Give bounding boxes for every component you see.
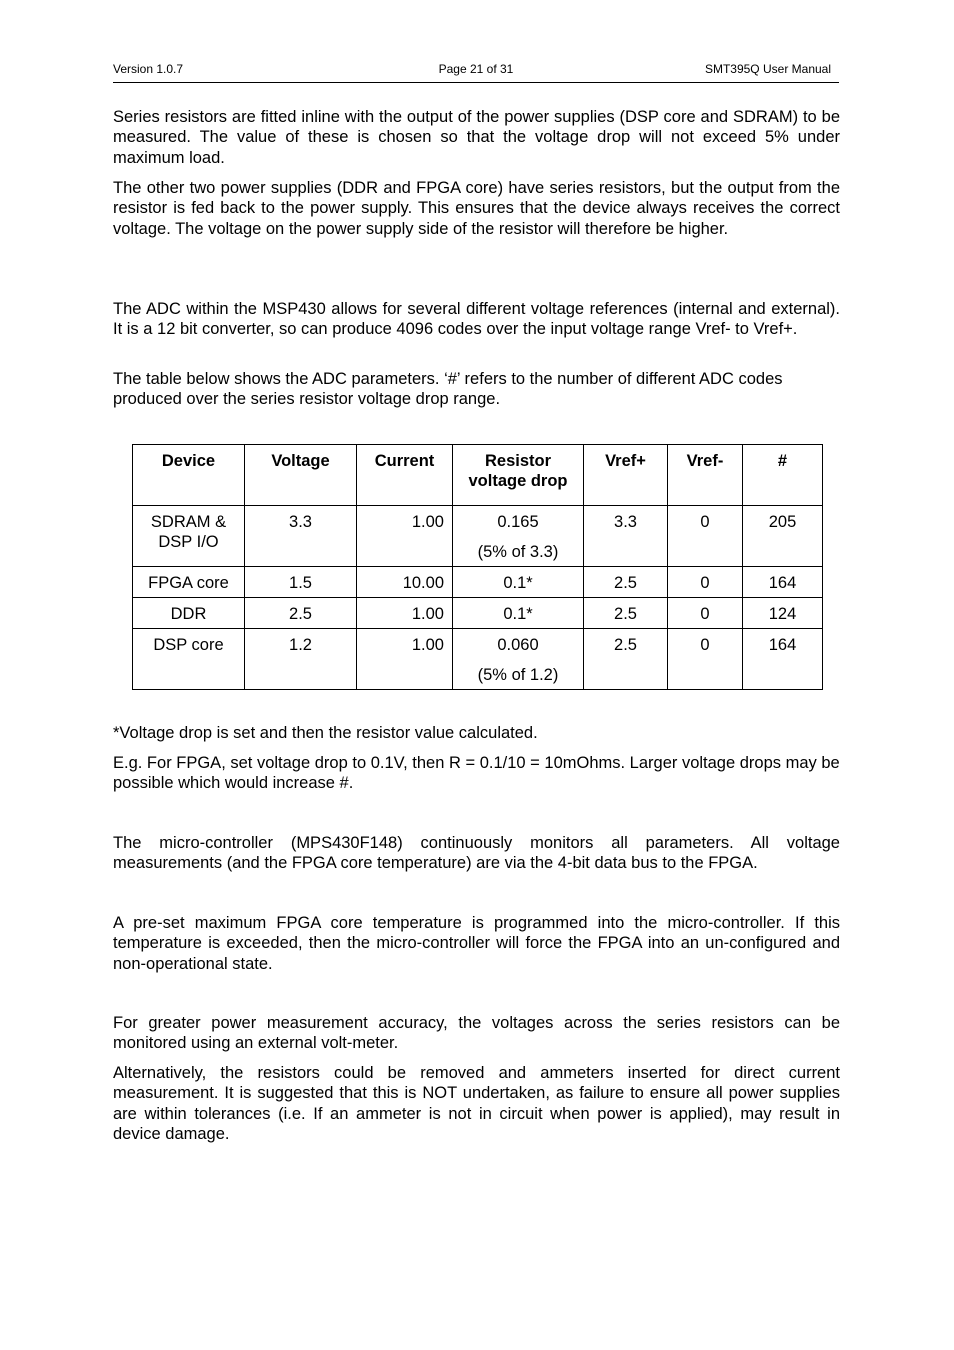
cell-vref-plus: 2.5 <box>584 567 668 598</box>
header-current: Current <box>357 445 453 506</box>
table-row <box>133 629 823 690</box>
paragraph-accuracy: For greater power measurement accuracy, the voltages across the series resistors can be monitored using an external volt-meter. <box>113 1014 840 1053</box>
cell-codes: 164 <box>743 567 823 598</box>
cell-vref-plus: 2.5 <box>584 598 668 629</box>
cell-vref-minus: 0 <box>668 629 743 690</box>
header-codes: # <box>743 445 823 506</box>
cell-vref-plus: 2.5 <box>584 629 668 690</box>
drop-value: 0.060 <box>497 636 539 654</box>
cell-drop <box>453 629 584 690</box>
paragraph-adc: The ADC within the MSP430 allows for several different voltage references (internal and external). It is a 12 bit converter, so can produce 4096 codes over the input voltage range Vref- to Vref+. <box>113 300 840 339</box>
header-device: Device <box>133 445 245 506</box>
table-row <box>133 598 823 629</box>
cell-codes: 205 <box>743 506 823 567</box>
cell-voltage: 2.5 <box>245 598 357 629</box>
table-row <box>133 506 823 567</box>
cell-drop <box>453 506 584 567</box>
cell-current: 1.00 <box>357 506 453 567</box>
page-number: Page 21 of 31 <box>438 62 514 76</box>
cell-vref-minus: 0 <box>668 567 743 598</box>
cell-drop: 0.1* <box>453 567 584 598</box>
paragraph-example: E.g. For FPGA, set voltage drop to 0.1V, then R = 0.1/10 = 10mOhms. Larger voltage drops may be possible which would increase #. <box>113 754 840 793</box>
paragraph-temperature: A pre-set maximum FPGA core temperature is programmed into the micro-controller. If this temperature is exceeded, then the micro-controller will force the FPGA into an un-configured and non-operational state. <box>113 914 840 973</box>
table-header-row <box>133 445 823 506</box>
drop-note: (5% of 3.3) <box>477 543 559 561</box>
header-vref-minus: Vref- <box>668 445 743 506</box>
cell-device: DSP core <box>133 629 245 690</box>
cell-current: 10.00 <box>357 567 453 598</box>
adc-parameters-table <box>132 444 823 690</box>
cell-voltage: 1.2 <box>245 629 357 690</box>
cell-drop: 0.1* <box>453 598 584 629</box>
page-header <box>113 62 839 83</box>
paragraph-series-resistors: Series resistors are fitted inline with the output of the power supplies (DSP core and SDRAM) to be measured. The value of these is chosen so that the voltage drop will not exceed 5% under maximum load. <box>113 108 840 167</box>
header-vref-plus: Vref+ <box>584 445 668 506</box>
drop-value: 0.165 <box>497 513 539 531</box>
cell-codes: 124 <box>743 598 823 629</box>
cell-current: 1.00 <box>357 629 453 690</box>
cell-device: DDR <box>133 598 245 629</box>
header-voltage: Voltage <box>245 445 357 506</box>
paragraph-footnote: *Voltage drop is set and then the resistor value calculated. <box>113 724 538 742</box>
cell-vref-minus: 0 <box>668 598 743 629</box>
cell-voltage: 1.5 <box>245 567 357 598</box>
cell-current: 1.00 <box>357 598 453 629</box>
paragraph-warning: Alternatively, the resistors could be removed and ammeters inserted for direct current measurement. It is suggested that this is NOT undertaken, as failure to ensure all power supplies are within tolerances (i.e. If an ammeter is not in circuit when power is applied), may result in device damage. <box>113 1064 840 1143</box>
cell-codes: 164 <box>743 629 823 690</box>
document-title: SMT395Q User Manual <box>704 62 831 76</box>
drop-note: (5% of 1.2) <box>477 666 559 684</box>
cell-vref-plus: 3.3 <box>584 506 668 567</box>
cell-vref-minus: 0 <box>668 506 743 567</box>
table-row <box>133 567 823 598</box>
cell-device: SDRAM & DSP I/O <box>133 506 245 567</box>
paragraph-table-intro: The table below shows the ADC parameters. ‘#’ refers to the number of different ADC codes produced over the series resistor voltage drop range. <box>113 370 783 409</box>
version-label: Version 1.0.7 <box>113 62 184 76</box>
header-resistor-drop: Resistor voltage drop <box>453 445 584 506</box>
cell-voltage: 3.3 <box>245 506 357 567</box>
paragraph-monitoring: The micro-controller (MPS430F148) continuously monitors all parameters. All voltage measurements (and the FPGA core temperature) are via the 4-bit data bus to the FPGA. <box>113 834 840 873</box>
cell-device: FPGA core <box>133 567 245 598</box>
paragraph-other-supplies: The other two power supplies (DDR and FPGA core) have series resistors, but the output from the resistor is fed back to the power supply. This ensures that the device always receives the correct voltage. The voltage on the power supply side of the resistor will therefore be higher. <box>113 179 840 238</box>
